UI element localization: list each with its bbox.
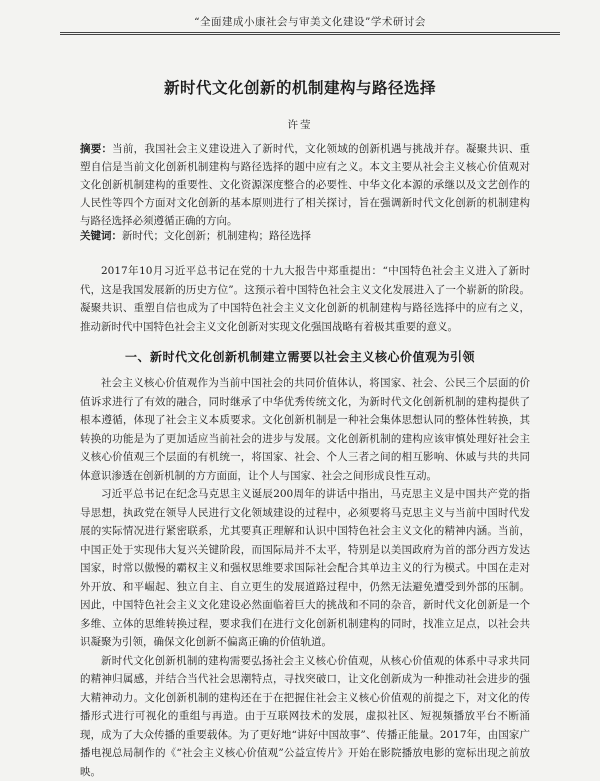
body-paragraph: 习近平总书记在纪念马克思主义诞辰200周年的讲话中指出，马克思主义是中国共产党的指导思想，执政党在领导人民进行文化领域建设的过程中，必须要将马克思主义与当前中国时代发展的实际情况进行紧密联系，尤其要真正理解和认识中国特色社会主义文化的精神内涵。当前，中国正处于实现伟大复兴关键阶段，而国际局并不太平，特别是以美国政府为首的部分西方发达国家，时常以傲慢的霸权主义和强权思维要求国际社会配合其单边主义的行为模式。中国在走对外开放、和平崛起、独立自主、自立更生的发展道路过程中，仍然无法避免遭受到外部的压制。因此，中国特色社会主义文化建设必然面临着巨大的挑战和不同的杂音，新时代文化创新是一个多维、立体的思维转换过程，要求我们在进行文化创新机制建构的同时，找准立足点，以社会共识凝聚为引领，确保文化创新不偏离正确的价值轨道。 bbox=[80, 485, 530, 652]
keywords bbox=[80, 227, 530, 245]
body-paragraph: 社会主义核心价值观作为当前中国社会的共同价值体认，将国家、社会、公民三个层面的价值诉求进行了有效的融合，同时继承了中华优秀传统文化，为新时代文化创新机制的建构提供了根本遵循，体现了社会主义本质要求。文化创新机制是一种社会集体思想认同的整体性转换，其转换的功能是为了更加适应当前社会的进步与发展。文化创新机制的建构应该审慎处理好社会主义核心价值观三个层面的有机统一，将国家、社会、个人三者之间的相互影响、休戚与共的共同体意识渗透在创新机制的方方面面，让个人与国家、社会之间形成良性互动。 bbox=[80, 374, 530, 485]
intro-paragraph: 2017年10月习近平总书记在党的十九大报告中郑重提出：“中国特色社会主义进入了新时代，这是我国发展新的历史方位”。这预示着中国特色社会主义文化发展进入了一个崭新的阶段。凝聚共识、重塑自信也成为了中国特色社会主义文化创新的机制建构与路径选择中的应有之义，推动新时代中国特色社会主义文化创新对实现文化强国战略有着极其重要的意义。 bbox=[80, 262, 530, 336]
header-rule bbox=[60, 34, 560, 35]
article-title: 新时代文化创新的机制建构与路径选择 bbox=[0, 76, 600, 98]
keywords-label: 关键词： bbox=[80, 230, 122, 242]
abstract bbox=[80, 140, 530, 230]
keywords-text: 新时代；文化创新；机制建构；路径选择 bbox=[122, 230, 311, 242]
abstract-label: 摘要： bbox=[80, 143, 112, 155]
author-name: 许莹 bbox=[0, 117, 600, 132]
body-paragraph: 新时代文化创新机制的建构需要弘扬社会主义核心价值观，从核心价值观的体系中寻求共同的精神归属感，并结合当代社会思潮特点，寻找突破口，让文化创新成为一种推动社会进步的强大精神动力。文化创新机制的建构还在于在把握住社会主义核心价值观的前提之下，对文化的传播形式进行可视化的重组与再造。由于互联网技术的发展，虚拟社区、短视频播放平台不断涌现，成为了大众传播的重要载体。为了更好地“讲好中国故事”、传播正能量。2017年，由国家广播电视总局制作的《“社会主义核心价值观”公益宣传片》开始在影院播放电影的宽标出现之前放映。 bbox=[80, 652, 530, 781]
abstract-text: 当前，我国社会主义建设进入了新时代，文化领域的创新机遇与挑战并存。凝聚共识、重塑自信是当前文化创新机制建构与路径选择的题中应有之义。本文主要从社会主义核心价值观对文化创新机制建构的重要性、文化资源深度整合的必要性、中华文化本源的承继以及文艺创作的人民性等四个方面对文化创新的基本原则进行了相关探讨，旨在强调新时代文化创新的机制建构与路径选择必须遵循正确的方向。 bbox=[80, 143, 530, 227]
section-body bbox=[80, 374, 530, 781]
running-header: “全面建成小康社会与审美文化建设”学术研讨会 bbox=[60, 14, 560, 33]
section-heading: 一、新时代文化创新机制建立需要以社会主义核心价值观为引领 bbox=[0, 348, 600, 365]
